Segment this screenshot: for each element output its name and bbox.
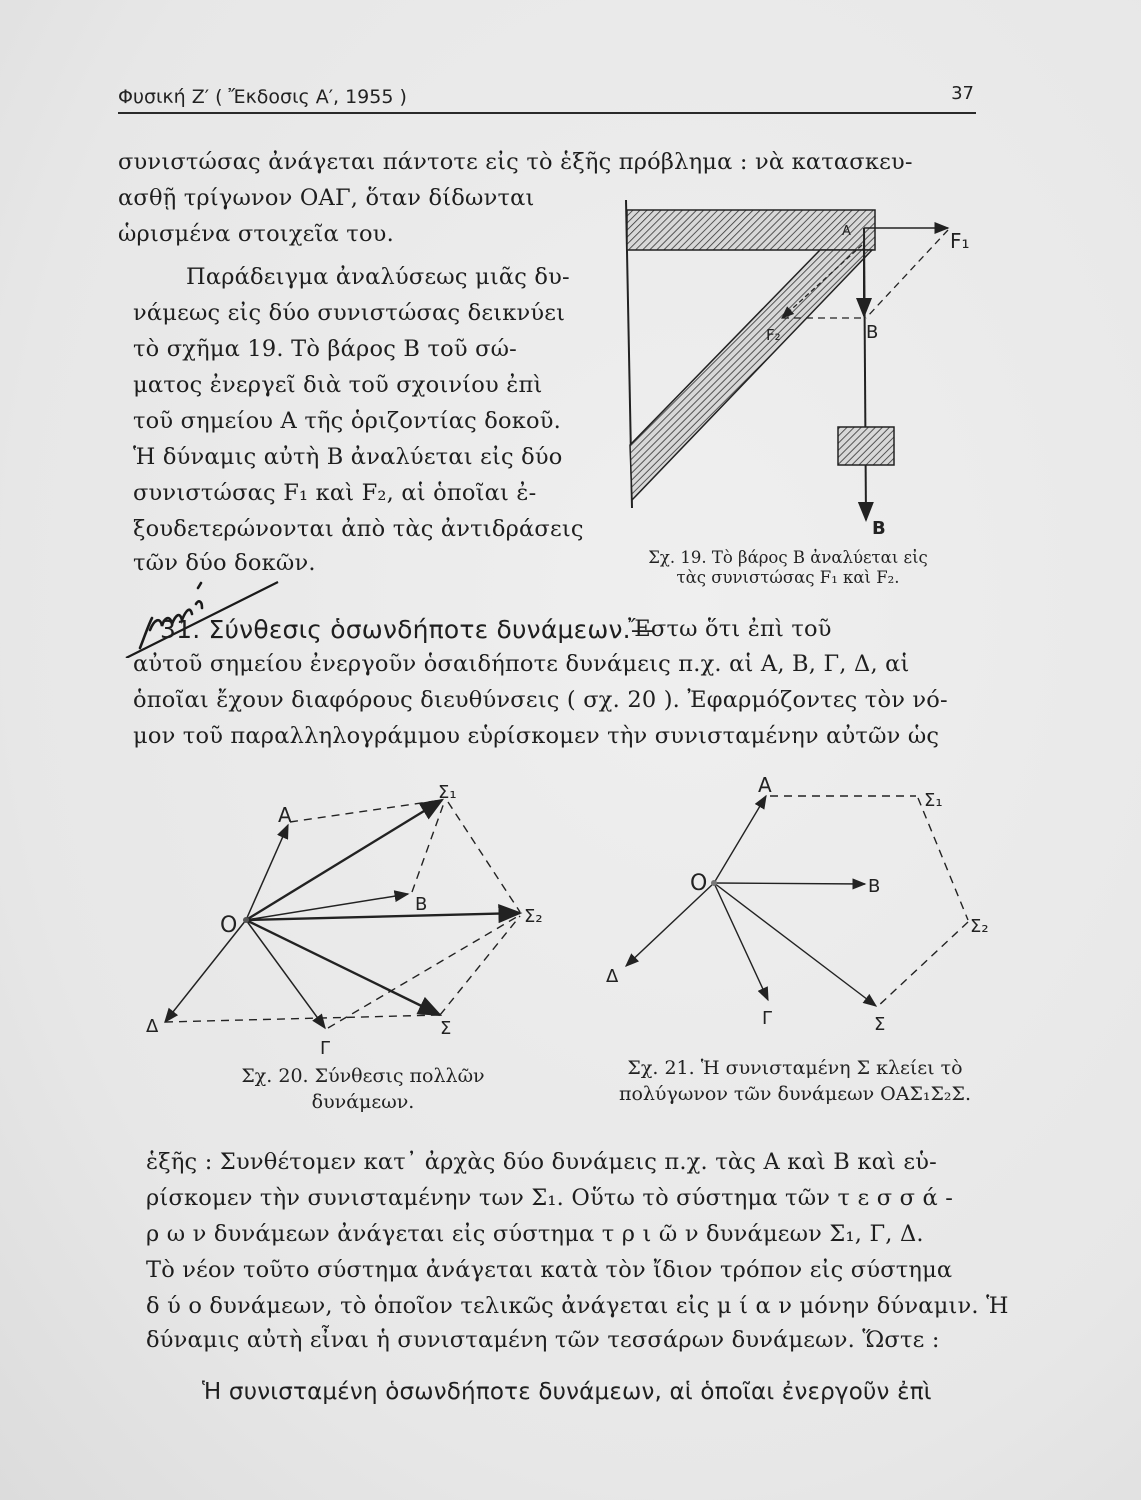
label-Sigma1: Σ₁ [924,790,943,811]
label-B: B [868,876,881,897]
text-line: συνιστώσας ἀνάγεται πάντοτε εἰς τὸ ἑξῆς πρόβλημα : νὰ κατασκευ- [118,149,913,175]
label-O: O [690,871,708,896]
label-Sigma: Σ [440,1018,452,1039]
label-A: A [842,224,851,239]
text-line: ρ ω ν δυνάμεων ἀνάγεται εἰς σύστημα τ ρ ι ῶ ν δυνάμεων Σ₁, Γ, Δ. [146,1221,924,1247]
label-O: O [220,913,238,938]
text-line: αὐτοῦ σημείου ἐνεργοῦν ὁσαιδήποτε δυνάμεις π.χ. αἱ Α, Β, Γ, Δ, αἱ [133,651,910,677]
label-B-bottom: B [872,518,886,539]
text-line: δύναμις αὐτὴ εἶναι ἡ συνισταμένη τῶν τεσσάρων δυνάμεων. Ὥστε : [146,1327,940,1353]
text-line: ματος ἐνεργεῖ διὰ τοῦ σχοινίου ἐπὶ [133,372,543,398]
label-F1: F₁ [950,229,970,253]
caption-line: πολύγωνον τῶν δυνάμεων ΟΑΣ₁Σ₂Σ. [618,1083,972,1105]
label-Sigma: Σ [874,1014,886,1035]
label-B: B [415,894,428,915]
label-B-mid: B [866,322,879,343]
label-Sigma1: Σ₁ [438,782,457,803]
text-line: Ἔστω ὅτι ἐπὶ τοῦ [628,616,832,642]
text-line: Ἡ δύναμις αὐτὴ Β ἀναλύεται εἰς δύο [133,444,563,470]
caption-line: δυνάμεων. [311,1091,415,1113]
handwritten-text: Μιὰ [118,578,120,579]
text-line: Ἡ συνισταμένη ὁσωνδήποτε δυνάμεων, αἱ ὁποῖαι ἐνεργοῦν ἐπὶ [202,1379,932,1405]
label-Delta: Δ [606,966,619,987]
text-line: Παράδειγμα ἀναλύσεως μιᾶς δυ- [186,264,570,290]
text-line: δ ύ ο δυνάμεων, τὸ ὁποῖον τελικῶς ἀνάγεται εἰς μ ί α ν μόνην δύναμιν. Ἡ [146,1293,1009,1319]
figure-20-diagram [140,770,560,1060]
label-Sigma2: Σ₂ [524,906,543,927]
label-Delta: Δ [146,1016,159,1037]
text-line: τὸ σχῆμα 19. Τὸ βάρος Β τοῦ σώ- [133,336,517,362]
text-line: ὁποῖαι ἔχουν διαφόρους διευθύνσεις ( σχ. 20 ). Ἐφαρμόζοντες τὸν νό- [133,687,948,713]
text-line: τῶν δύο δοκῶν. [133,550,316,576]
caption-line: Σχ. 20. Σύνθεσις πολλῶν [241,1065,485,1087]
label-Sigma2: Σ₂ [970,916,989,937]
text-line: ασθῇ τρίγωνον ΟΑΓ, ὅταν δίδωνται [118,185,535,211]
label-A: A [278,803,292,827]
caption-line: Σχ. 21. Ἡ συνισταμένη Σ κλείει τὸ [627,1057,963,1079]
text-line: Τὸ νέον τοῦτο σύστημα ἀνάγεται κατὰ τὸν ἴδιον τρόπον εἰς σύστημα [146,1257,953,1283]
text-line: ὡρισμένα στοιχεῖα του. [118,221,394,247]
figure-21-caption [600,1055,990,1107]
text-line: τοῦ σημείου Α τῆς ὁριζοντίας δοκοῦ. [133,408,561,434]
caption-line: τὰς συνιστώσας F₁ καὶ F₂. [676,568,900,587]
figure-19-diagram [610,190,980,540]
figure-21-diagram [590,770,1010,1040]
caption-line: Σχ. 19. Τὸ βάρος Β ἀναλύεται εἰς [648,548,928,567]
section-heading: 31. Σύνθεσις ὁσωνδήποτε δυνάμεων.— [160,615,656,644]
figure-19-caption [608,548,968,588]
text-line: ξουδετερώνονται ἀπὸ τὰς ἀντιδράσεις [133,516,584,542]
label-F2: F₂ [766,326,781,344]
text-line: ρίσκομεν τὴν συνισταμένην των Σ₁. Οὕτω τὸ σύστημα τῶν τ ε σ σ ά - [146,1185,954,1211]
running-header [118,82,976,114]
text-line: συνιστώσας F₁ καὶ F₂, αἱ ὁποῖαι ἐ- [133,480,537,506]
figure-20-caption [218,1063,508,1115]
page-number: 37 [951,83,974,104]
label-Gamma: Γ [762,1008,773,1029]
book-title: Φυσική Ζ′ ( Ἔκδοσις Α′, 1955 ) [118,86,407,108]
text-line: νάμεως εἰς δύο συνιστώσας δεικνύει [133,300,566,326]
label-Gamma: Γ [320,1038,331,1059]
label-A: A [758,773,772,797]
text-line: ἑξῆς : Συνθέτομεν κατ᾽ ἀρχὰς δύο δυνάμεις π.χ. τὰς Α καὶ Β καὶ εὑ- [146,1149,937,1175]
text-line: μον τοῦ παραλληλογράμμου εὑρίσκομεν τὴν συνισταμένην αὐτῶν ὡς [133,723,940,749]
